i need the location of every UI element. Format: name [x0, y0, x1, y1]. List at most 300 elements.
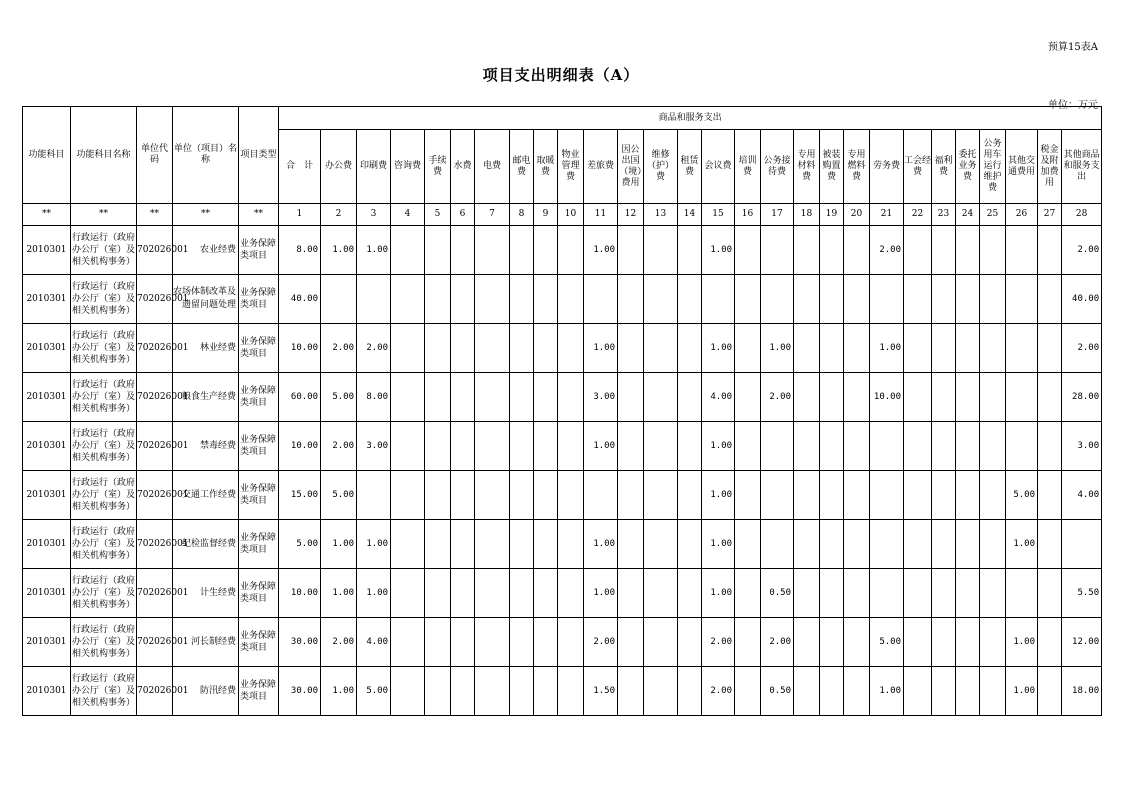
index-number: 25	[980, 204, 1006, 226]
amount-cell	[534, 226, 558, 275]
amount-cell	[735, 226, 761, 275]
header-col-21: 劳务费	[870, 130, 904, 204]
expense-detail-table	[22, 106, 1102, 716]
amount-cell	[510, 471, 534, 520]
project-name-cell: 林业经费	[173, 324, 239, 373]
function-name-cell: 行政运行（政府办公厅（室）及相关机构事务）	[71, 618, 137, 667]
amount-cell: 1.00	[321, 667, 357, 716]
header-col-23: 福利费	[932, 130, 956, 204]
amount-cell: 1.00	[584, 324, 618, 373]
amount-cell	[932, 520, 956, 569]
amount-cell: 1.00	[702, 226, 735, 275]
amount-cell: 1.00	[702, 520, 735, 569]
amount-cell	[425, 520, 451, 569]
amount-cell	[844, 667, 870, 716]
header-col-15: 会议费	[702, 130, 735, 204]
function-name-cell: 行政运行（政府办公厅（室）及相关机构事务）	[71, 373, 137, 422]
amount-cell	[1038, 569, 1062, 618]
function-code-cell: 2010301	[23, 373, 71, 422]
amount-cell	[761, 520, 794, 569]
amount-cell	[618, 275, 644, 324]
amount-cell	[1038, 471, 1062, 520]
unit-code-cell: 702026001	[137, 520, 173, 569]
header-col-16: 培训费	[735, 130, 761, 204]
amount-cell	[1006, 226, 1038, 275]
function-name-cell: 行政运行（政府办公厅（室）及相关机构事务）	[71, 422, 137, 471]
amount-cell: 1.00	[357, 520, 391, 569]
amount-cell	[644, 618, 678, 667]
index-marker: **	[23, 204, 71, 226]
amount-cell: 8.00	[357, 373, 391, 422]
amount-cell	[391, 618, 425, 667]
amount-cell	[794, 520, 820, 569]
header-col-2: 办公费	[321, 130, 357, 204]
amount-cell	[534, 520, 558, 569]
amount-cell	[475, 226, 510, 275]
amount-cell	[391, 226, 425, 275]
amount-cell	[735, 667, 761, 716]
project-name-cell: 计生经费	[173, 569, 239, 618]
amount-cell	[475, 618, 510, 667]
amount-cell	[558, 275, 584, 324]
amount-cell	[678, 226, 702, 275]
amount-cell	[794, 618, 820, 667]
amount-cell: 2.00	[584, 618, 618, 667]
amount-cell	[904, 275, 932, 324]
amount-cell	[644, 422, 678, 471]
project-type-cell: 业务保障类项目	[239, 520, 279, 569]
function-name-cell: 行政运行（政府办公厅（室）及相关机构事务）	[71, 520, 137, 569]
amount-cell	[618, 373, 644, 422]
amount-cell	[932, 471, 956, 520]
function-name-cell: 行政运行（政府办公厅（室）及相关机构事务）	[71, 226, 137, 275]
amount-cell: 1.00	[702, 422, 735, 471]
amount-cell: 1.00	[321, 226, 357, 275]
amount-cell	[451, 324, 475, 373]
amount-cell	[904, 569, 932, 618]
index-number: 13	[644, 204, 678, 226]
amount-cell	[425, 275, 451, 324]
amount-cell	[735, 275, 761, 324]
amount-cell	[558, 569, 584, 618]
function-name-cell: 行政运行（政府办公厅（室）及相关机构事务）	[71, 324, 137, 373]
amount-cell: 30.00	[279, 618, 321, 667]
amount-cell	[425, 422, 451, 471]
index-number: 3	[357, 204, 391, 226]
unit-code-cell: 702026001	[137, 471, 173, 520]
amount-cell: 1.00	[1006, 667, 1038, 716]
unit-code-cell: 702026001	[137, 667, 173, 716]
amount-cell	[678, 618, 702, 667]
header-function-subject: 功能科目	[23, 107, 71, 204]
amount-cell	[644, 569, 678, 618]
amount-cell: 5.00	[870, 618, 904, 667]
amount-cell	[584, 275, 618, 324]
index-marker: **	[239, 204, 279, 226]
function-code-cell: 2010301	[23, 324, 71, 373]
page-title: 项目支出明细表（A）	[482, 66, 640, 84]
amount-cell	[794, 569, 820, 618]
amount-cell	[644, 226, 678, 275]
amount-cell	[980, 618, 1006, 667]
amount-cell	[956, 667, 980, 716]
amount-cell: 40.00	[279, 275, 321, 324]
amount-cell	[1038, 422, 1062, 471]
amount-cell	[678, 667, 702, 716]
amount-cell	[644, 471, 678, 520]
header-col-17: 公务接待费	[761, 130, 794, 204]
amount-cell	[980, 667, 1006, 716]
header-col-10: 物业管理费	[558, 130, 584, 204]
amount-cell	[475, 667, 510, 716]
amount-cell: 1.00	[321, 520, 357, 569]
amount-cell	[678, 520, 702, 569]
amount-cell: 2.00	[702, 618, 735, 667]
table-row	[23, 422, 1102, 471]
amount-cell	[844, 422, 870, 471]
amount-cell: 1.00	[702, 471, 735, 520]
amount-cell	[980, 324, 1006, 373]
amount-cell	[644, 275, 678, 324]
amount-cell: 3.00	[584, 373, 618, 422]
amount-cell	[678, 373, 702, 422]
header-col-24: 委托业务费	[956, 130, 980, 204]
amount-cell: 1.00	[584, 226, 618, 275]
table-row	[23, 618, 1102, 667]
amount-cell	[451, 471, 475, 520]
amount-cell	[761, 422, 794, 471]
amount-cell	[391, 275, 425, 324]
amount-cell: 0.50	[761, 569, 794, 618]
amount-cell	[451, 667, 475, 716]
amount-cell	[820, 569, 844, 618]
amount-cell	[391, 667, 425, 716]
index-number: 6	[451, 204, 475, 226]
amount-cell	[794, 324, 820, 373]
amount-cell	[475, 324, 510, 373]
function-code-cell: 2010301	[23, 569, 71, 618]
amount-cell	[735, 373, 761, 422]
project-name-cell: 农场体制改革及遗留问题处理	[173, 275, 239, 324]
amount-cell	[534, 569, 558, 618]
amount-cell	[870, 422, 904, 471]
amount-cell: 1.00	[870, 667, 904, 716]
index-number: 4	[391, 204, 425, 226]
amount-cell: 3.00	[1062, 422, 1102, 471]
amount-cell	[558, 324, 584, 373]
amount-cell: 60.00	[279, 373, 321, 422]
amount-cell	[844, 471, 870, 520]
amount-cell	[644, 667, 678, 716]
amount-cell	[956, 373, 980, 422]
index-number: 10	[558, 204, 584, 226]
project-type-cell: 业务保障类项目	[239, 422, 279, 471]
amount-cell	[391, 471, 425, 520]
amount-cell: 1.00	[584, 422, 618, 471]
amount-cell	[820, 667, 844, 716]
amount-cell	[678, 324, 702, 373]
header-group-goods-services: 商品和服务支出	[279, 107, 1102, 130]
header-col-13: 维修（护）费	[644, 130, 678, 204]
amount-cell	[510, 618, 534, 667]
table-row	[23, 324, 1102, 373]
amount-cell	[534, 618, 558, 667]
index-number: 2	[321, 204, 357, 226]
index-number: 26	[1006, 204, 1038, 226]
amount-cell: 1.00	[584, 520, 618, 569]
amount-cell	[956, 226, 980, 275]
amount-cell: 1.50	[584, 667, 618, 716]
amount-cell	[820, 422, 844, 471]
index-marker: **	[173, 204, 239, 226]
amount-cell	[1006, 373, 1038, 422]
index-number: 17	[761, 204, 794, 226]
amount-cell	[425, 471, 451, 520]
index-number: 22	[904, 204, 932, 226]
amount-cell	[558, 520, 584, 569]
header-col-26: 其他交通费用	[1006, 130, 1038, 204]
amount-cell	[644, 373, 678, 422]
amount-cell: 5.00	[1006, 471, 1038, 520]
amount-cell	[618, 471, 644, 520]
amount-cell	[678, 471, 702, 520]
amount-cell	[1038, 667, 1062, 716]
amount-cell	[1038, 520, 1062, 569]
amount-cell: 2.00	[357, 324, 391, 373]
project-type-cell: 业务保障类项目	[239, 275, 279, 324]
function-name-cell: 行政运行（政府办公厅（室）及相关机构事务）	[71, 667, 137, 716]
amount-cell	[510, 667, 534, 716]
amount-cell	[820, 373, 844, 422]
amount-cell: 2.00	[321, 324, 357, 373]
amount-cell	[1038, 275, 1062, 324]
amount-cell	[932, 324, 956, 373]
project-name-cell: 防汛经费	[173, 667, 239, 716]
project-name-cell: 交通工作经费	[173, 471, 239, 520]
header-function-subject-name: 功能科目名称	[71, 107, 137, 204]
amount-cell	[820, 520, 844, 569]
table-row	[23, 667, 1102, 716]
amount-cell: 2.00	[761, 373, 794, 422]
amount-cell	[558, 667, 584, 716]
amount-cell: 10.00	[279, 422, 321, 471]
amount-cell	[357, 275, 391, 324]
amount-cell: 2.00	[1062, 324, 1102, 373]
amount-cell: 4.00	[702, 373, 735, 422]
project-name-cell: 农业经费	[173, 226, 239, 275]
amount-cell	[618, 569, 644, 618]
amount-cell: 12.00	[1062, 618, 1102, 667]
amount-cell: 5.00	[321, 471, 357, 520]
amount-cell	[451, 422, 475, 471]
amount-cell	[932, 275, 956, 324]
amount-cell: 18.00	[1062, 667, 1102, 716]
amount-cell	[1006, 569, 1038, 618]
amount-cell	[794, 422, 820, 471]
amount-cell	[870, 569, 904, 618]
header-col-27: 税金及附加费用	[1038, 130, 1062, 204]
amount-cell	[534, 324, 558, 373]
amount-cell	[735, 324, 761, 373]
amount-cell	[451, 275, 475, 324]
index-number: 19	[820, 204, 844, 226]
amount-cell: 5.00	[279, 520, 321, 569]
function-code-cell: 2010301	[23, 422, 71, 471]
amount-cell: 4.00	[1062, 471, 1102, 520]
form-code: 预算15表A	[1048, 42, 1098, 53]
function-code-cell: 2010301	[23, 520, 71, 569]
amount-cell	[932, 667, 956, 716]
amount-cell: 2.00	[321, 422, 357, 471]
function-name-cell: 行政运行（政府办公厅（室）及相关机构事务）	[71, 569, 137, 618]
amount-cell	[761, 471, 794, 520]
amount-cell: 1.00	[761, 324, 794, 373]
table-row	[23, 471, 1102, 520]
unit-code-cell: 702026001	[137, 324, 173, 373]
amount-cell: 5.50	[1062, 569, 1102, 618]
header-col-9: 取暖费	[534, 130, 558, 204]
amount-cell	[644, 520, 678, 569]
amount-cell	[794, 667, 820, 716]
amount-cell	[870, 520, 904, 569]
unit-label: 单位：万元	[1048, 100, 1098, 111]
header-col-8: 邮电费	[510, 130, 534, 204]
amount-cell	[618, 226, 644, 275]
header-col-12: 因公出国（境）费用	[618, 130, 644, 204]
amount-cell	[1006, 422, 1038, 471]
amount-cell	[932, 226, 956, 275]
header-col-20: 专用燃料费	[844, 130, 870, 204]
project-type-cell: 业务保障类项目	[239, 618, 279, 667]
amount-cell: 10.00	[279, 569, 321, 618]
amount-cell: 1.00	[702, 324, 735, 373]
amount-cell	[558, 618, 584, 667]
function-code-cell: 2010301	[23, 471, 71, 520]
header-col-7: 电费	[475, 130, 510, 204]
function-code-cell: 2010301	[23, 667, 71, 716]
unit-code-cell: 702026001	[137, 226, 173, 275]
amount-cell	[618, 422, 644, 471]
amount-cell	[1038, 324, 1062, 373]
amount-cell	[451, 569, 475, 618]
amount-cell	[735, 422, 761, 471]
project-type-cell: 业务保障类项目	[239, 226, 279, 275]
amount-cell	[321, 275, 357, 324]
amount-cell	[534, 373, 558, 422]
amount-cell	[904, 471, 932, 520]
amount-cell	[510, 275, 534, 324]
amount-cell: 2.00	[702, 667, 735, 716]
table-row	[23, 373, 1102, 422]
unit-code-cell: 702026001	[137, 422, 173, 471]
project-type-cell: 业务保障类项目	[239, 569, 279, 618]
index-number: 11	[584, 204, 618, 226]
header-col-3: 印刷费	[357, 130, 391, 204]
amount-cell	[644, 324, 678, 373]
project-type-cell: 业务保障类项目	[239, 667, 279, 716]
amount-cell	[510, 520, 534, 569]
amount-cell: 28.00	[1062, 373, 1102, 422]
header-col-11: 差旅费	[584, 130, 618, 204]
amount-cell: 2.00	[870, 226, 904, 275]
amount-cell: 1.00	[1006, 520, 1038, 569]
amount-cell	[475, 275, 510, 324]
amount-cell	[510, 569, 534, 618]
amount-cell	[735, 618, 761, 667]
amount-cell	[980, 520, 1006, 569]
amount-cell	[956, 471, 980, 520]
amount-cell	[735, 569, 761, 618]
index-number: 1	[279, 204, 321, 226]
header-col-18: 专用材料费	[794, 130, 820, 204]
index-number: 15	[702, 204, 735, 226]
index-number: 5	[425, 204, 451, 226]
table-row	[23, 569, 1102, 618]
project-name-cell: 禁毒经费	[173, 422, 239, 471]
amount-cell	[534, 275, 558, 324]
amount-cell	[761, 275, 794, 324]
amount-cell	[391, 324, 425, 373]
index-number: 8	[510, 204, 534, 226]
amount-cell	[425, 226, 451, 275]
amount-cell	[844, 520, 870, 569]
amount-cell: 5.00	[357, 667, 391, 716]
amount-cell	[475, 422, 510, 471]
amount-cell	[510, 422, 534, 471]
amount-cell	[844, 569, 870, 618]
amount-cell	[820, 226, 844, 275]
amount-cell	[956, 618, 980, 667]
amount-cell	[391, 520, 425, 569]
index-marker: **	[71, 204, 137, 226]
header-col-1: 合 计	[279, 130, 321, 204]
amount-cell	[844, 324, 870, 373]
amount-cell: 1.00	[702, 569, 735, 618]
amount-cell	[475, 373, 510, 422]
amount-cell	[932, 422, 956, 471]
index-number: 21	[870, 204, 904, 226]
unit-code-cell: 702026001	[137, 275, 173, 324]
amount-cell: 10.00	[279, 324, 321, 373]
header-col-19: 被装购置费	[820, 130, 844, 204]
amount-cell: 2.00	[321, 618, 357, 667]
function-name-cell: 行政运行（政府办公厅（室）及相关机构事务）	[71, 275, 137, 324]
header-unit-code: 单位代码	[137, 107, 173, 204]
amount-cell	[1062, 520, 1102, 569]
amount-cell	[1006, 324, 1038, 373]
amount-cell	[618, 324, 644, 373]
amount-cell	[932, 618, 956, 667]
index-number: 28	[1062, 204, 1102, 226]
table-row	[23, 520, 1102, 569]
amount-cell	[357, 471, 391, 520]
project-type-cell: 业务保障类项目	[239, 324, 279, 373]
amount-cell	[1006, 275, 1038, 324]
amount-cell	[678, 422, 702, 471]
header-col-28: 其他商品和服务支出	[1062, 130, 1102, 204]
amount-cell	[475, 569, 510, 618]
amount-cell	[451, 520, 475, 569]
index-number: 9	[534, 204, 558, 226]
index-number: 20	[844, 204, 870, 226]
amount-cell: 1.00	[870, 324, 904, 373]
header-col-4: 咨询费	[391, 130, 425, 204]
amount-cell: 40.00	[1062, 275, 1102, 324]
amount-cell	[956, 324, 980, 373]
amount-cell	[956, 520, 980, 569]
amount-cell	[558, 373, 584, 422]
amount-cell	[425, 618, 451, 667]
